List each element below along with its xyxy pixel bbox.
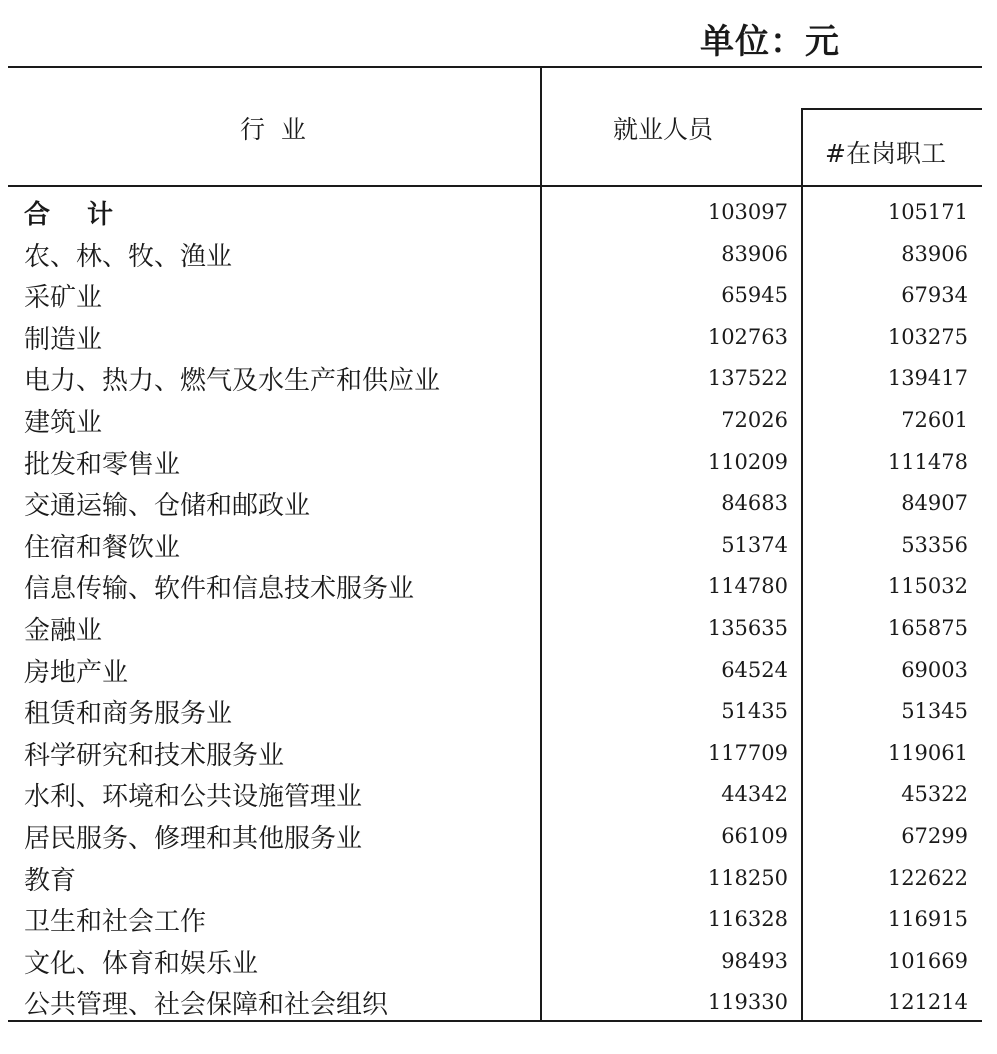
wage-table [8,66,982,1022]
employed-wage: 98493 [721,948,788,973]
employed-wage: 83906 [721,241,788,266]
on-post-wage: 103275 [887,324,968,349]
industry-name: 卫生和社会工作 [24,907,207,938]
table-row [8,731,982,773]
on-post-wage: 111478 [887,449,968,474]
industry-name: 科学研究和技术服务业 [24,740,285,771]
industry-name: 居民服务、修理和其他服务业 [24,824,363,854]
employed-wage: 72026 [721,408,788,432]
employed-wage: 102763 [707,324,788,349]
table-row [8,980,982,1022]
table-row [8,648,982,690]
on-post-wage: 53356 [901,532,968,557]
on-post-wage: 72601 [901,408,968,432]
on-post-wage: 101669 [887,948,968,973]
industry-name: 批发和零售业 [24,449,181,480]
industry-name: 采矿业 [24,283,103,314]
on-post-wage: 67934 [901,283,968,308]
employed-wage: 65945 [721,283,788,308]
table-top-rule [8,66,982,68]
on-post-wage: 45322 [901,782,968,807]
industry-name: 教育 [24,865,77,896]
header-employed: 就业人员 [613,115,714,144]
on-post-wage: 67299 [901,824,968,848]
table-row [8,814,982,856]
employed-wage: 119330 [707,990,788,1015]
table-row [8,190,982,232]
table-row [8,398,982,440]
table-row [8,689,982,731]
header-bottom-rule [8,185,982,187]
table-row [8,564,982,606]
on-post-wage: 139417 [887,366,968,391]
table-row [8,232,982,274]
employed-wage: 44342 [721,782,788,807]
table-row [8,856,982,898]
industry-name: 房地产业 [24,657,129,688]
industry-name: 住宿和餐饮业 [24,532,181,563]
on-post-wage: 122622 [887,865,968,890]
table-row [8,772,982,814]
unit-label: 单位：元 [700,22,840,62]
industry-name: 交通运输、仓储和邮政业 [24,491,311,522]
on-post-wage: 84907 [901,491,968,516]
table-row [8,356,982,398]
employed-wage: 51435 [721,699,788,724]
employed-wage: 118250 [707,865,788,890]
industry-name: 水利、环境和公共设施管理业 [24,782,363,813]
industry-name: 公共管理、社会保障和社会组织 [24,990,389,1021]
on-post-wage: 121214 [887,990,968,1015]
industry-name: 电力、热力、燃气及水生产和供应业 [24,366,441,397]
table-row [8,440,982,482]
on-post-wage: 119061 [887,740,968,765]
table-row [8,315,982,357]
on-post-wage: 165875 [887,616,968,640]
employed-wage: 116328 [707,907,788,932]
employed-wage: 137522 [707,366,788,391]
table-row [8,273,982,315]
table-row [8,523,982,565]
subheader-rule [802,108,982,110]
industry-name: 合 计 [24,200,128,230]
on-post-wage: 51345 [901,699,968,724]
header-on-post: #在岗职工 [825,139,946,168]
employed-wage: 103097 [707,200,788,224]
industry-name: 建筑业 [24,408,103,438]
industry-name: 信息传输、软件和信息技术服务业 [24,574,415,605]
employed-wage: 117709 [707,740,788,765]
industry-name: 农、林、牧、渔业 [24,241,233,272]
table-row [8,939,982,981]
on-post-wage: 69003 [901,657,968,682]
employed-wage: 66109 [721,824,788,848]
table-row [8,481,982,523]
table-row [8,606,982,648]
table-row [8,897,982,939]
employed-wage: 64524 [721,657,788,682]
header-industry: 行 业 [240,115,306,144]
employed-wage: 51374 [721,532,788,557]
on-post-wage: 116915 [887,907,968,932]
industry-name: 租赁和商务服务业 [24,699,233,730]
industry-name: 制造业 [24,324,103,355]
on-post-wage: 83906 [901,241,968,266]
employed-wage: 110209 [707,449,788,474]
on-post-wage: 115032 [887,574,968,599]
employed-wage: 114780 [707,574,788,599]
on-post-wage: 105171 [887,200,968,224]
industry-name: 文化、体育和娱乐业 [24,948,259,979]
industry-name: 金融业 [24,616,103,646]
employed-wage: 135635 [707,616,788,640]
employed-wage: 84683 [721,491,788,516]
